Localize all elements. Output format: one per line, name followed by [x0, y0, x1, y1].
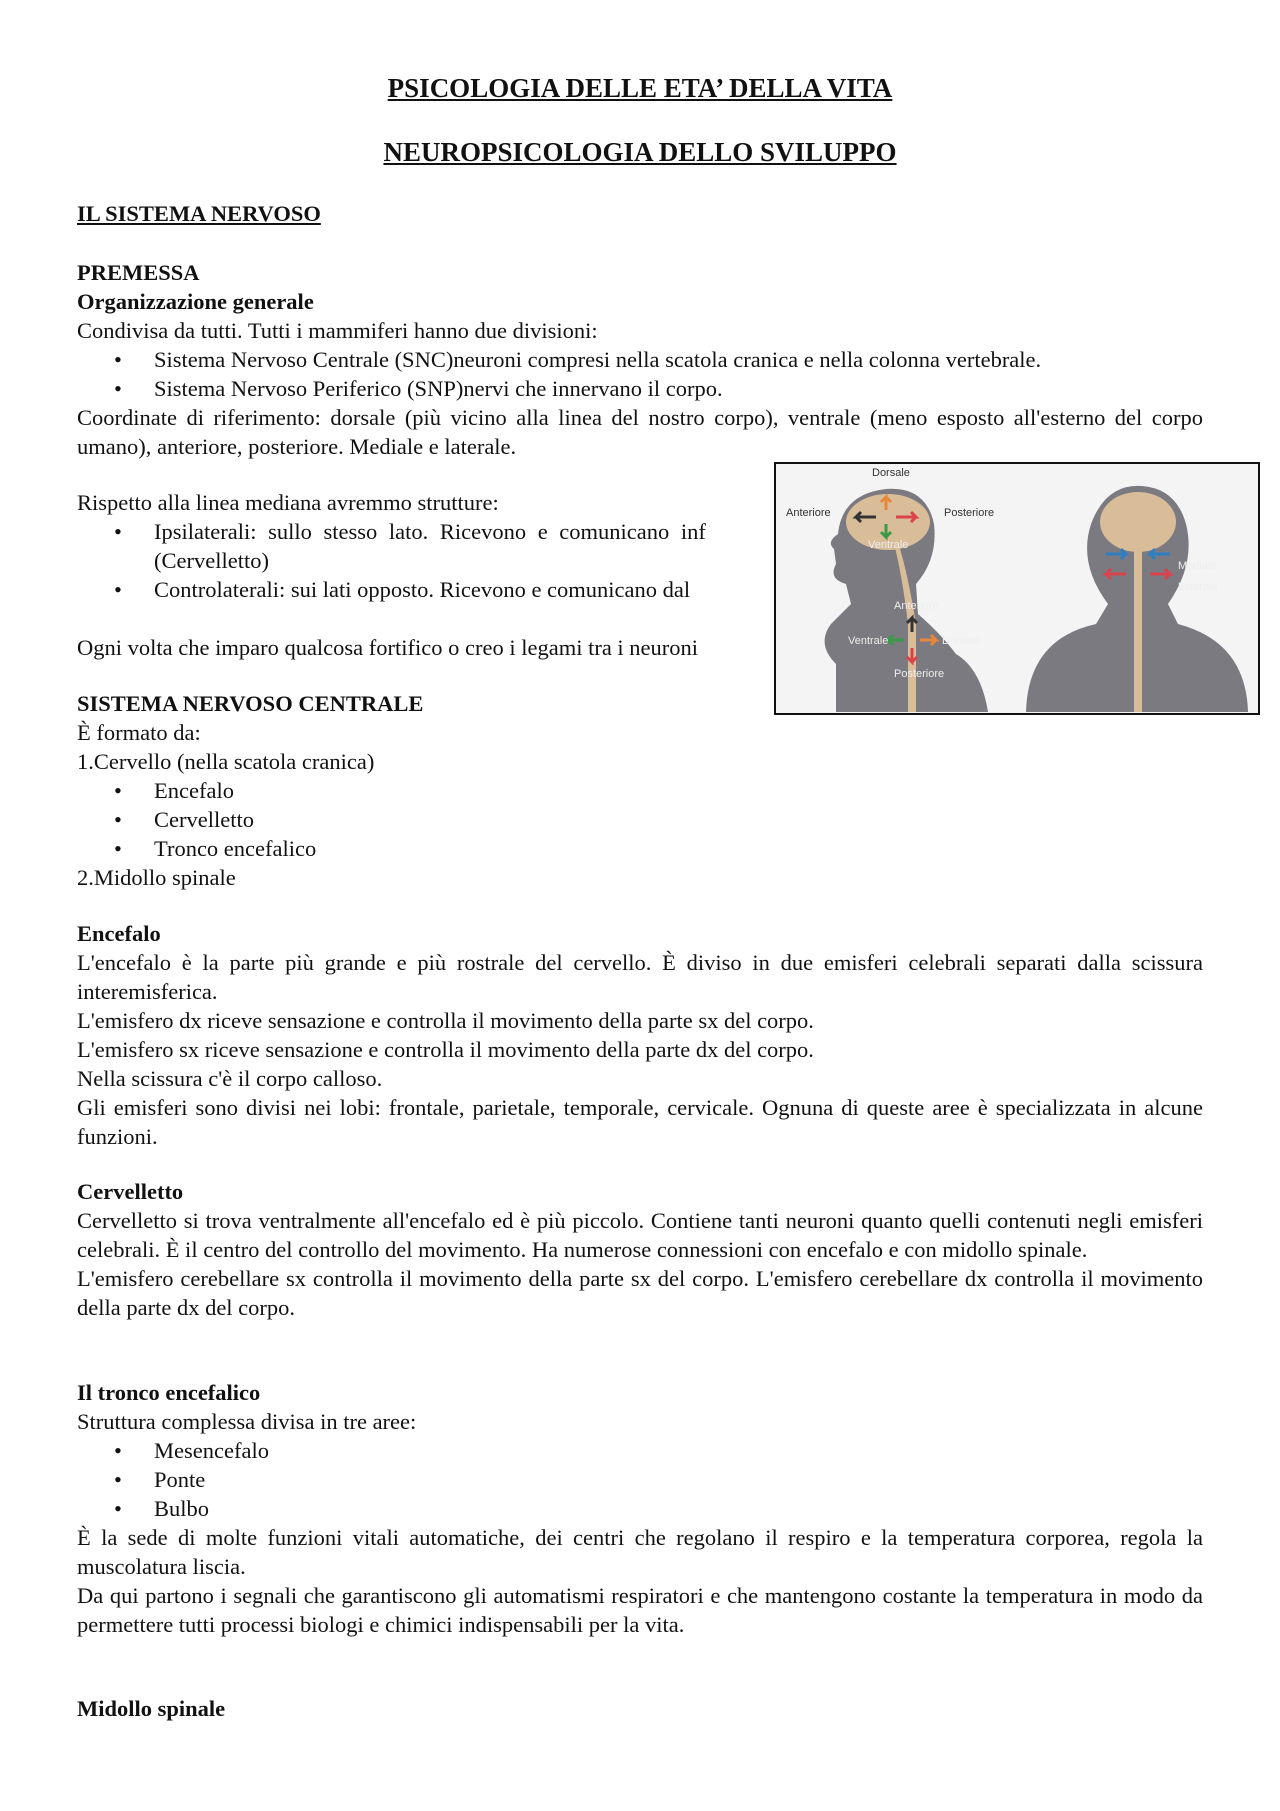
list-item: • Cervelletto: [77, 805, 1203, 834]
spinal-cord-back: [1134, 544, 1142, 712]
label-dorsale-bottom: Dorsale: [942, 635, 980, 647]
page-title: PSICOLOGIA DELLE ETA’ DELLA VITA: [387, 73, 893, 103]
brain-back-shape: [1100, 492, 1176, 552]
rispetto-text: Rispetto alla linea mediana avremmo strutture:: [77, 490, 499, 515]
encefalo-heading: Encefalo: [77, 921, 161, 946]
organizzazione-heading: Organizzazione generale: [77, 289, 314, 314]
intro-text: Condivisa da tutti. Tutti i mammiferi hanno due divisioni:: [77, 318, 598, 343]
encefalo-p5: Gli emisferi sono divisi nei lobi: frontale, parietale, temporale, cervicale. Ognuna di queste aree è specializzata in alcune funzioni.: [77, 1095, 1203, 1149]
tronco-heading: Il tronco encefalico: [77, 1380, 261, 1405]
anatomical-directions-figure: [774, 462, 1260, 715]
premessa-heading: PREMESSA: [77, 260, 200, 285]
divisions-list: [77, 345, 1203, 403]
label-posteriore-bottom: Posteriore: [894, 668, 945, 680]
ipsilaterali-cont: (Cervelletto): [154, 548, 269, 573]
label-mediale: Mediale: [1178, 560, 1217, 572]
list-item: • Tronco encefalico: [77, 834, 1203, 863]
list-item: • Sistema Nervoso Periferico (SNP)nervi che innervano il corpo.: [77, 374, 1203, 403]
encefalo-p2: L'emisfero dx riceve sensazione e controlla il movimento della parte sx del corpo.: [77, 1008, 814, 1033]
label-dorsale-top: Dorsale: [872, 467, 910, 479]
controlaterali-text: • Controlaterali: sui lati opposto. Ricevono e comunicano dal: [154, 577, 691, 602]
snc-formato: È formato da:: [77, 720, 201, 745]
snc-heading: SISTEMA NERVOSO CENTRALE: [77, 691, 424, 716]
tronco-p1: È la sede di molte funzioni vitali automatiche, dei centri che regolano il respiro e la temperatura corporea, regola la muscolatura liscia.: [77, 1525, 1203, 1579]
anatomy-illustration: [776, 464, 1257, 712]
midollo-heading: Midollo spinale: [77, 1696, 226, 1721]
list-item: • Mesencefalo: [77, 1436, 1203, 1465]
tronco-block: [77, 1378, 1203, 1639]
tronco-intro: Struttura complessa divisa in tre aree:: [77, 1409, 417, 1434]
label-ventrale-top: Ventrale: [868, 539, 909, 551]
tronco-p2: Da qui partono i segnali che garantiscono gli automatismi respiratori e che mantengono costante la temperatura in modo da permettere tutti processi biologi e chimici indispensabili per la vita.: [77, 1583, 1203, 1637]
label-anteriore-top: Anteriore: [786, 507, 831, 519]
snc-block: [77, 689, 1203, 892]
list-item: • Sistema Nervoso Centrale (SNC)neuroni compresi nella scatola cranica e nella colonna vertebrale.: [77, 345, 1203, 374]
section-heading-sistema-nervoso: IL SISTEMA NERVOSO: [77, 201, 321, 226]
label-posteriore-top: Posteriore: [944, 507, 995, 519]
snc-item-1: 1.Cervello (nella scatola cranica): [77, 749, 375, 774]
ipsilaterali-text: • Ipsilaterali: sullo stesso lato. Ricevono e comunicano inf: [154, 519, 706, 544]
encefalo-block: [77, 919, 1203, 1151]
tronco-list: [77, 1436, 1203, 1523]
snc-sublist: [77, 776, 1203, 863]
list-item: • Ponte: [77, 1465, 1203, 1494]
encefalo-p1: L'encefalo è la parte più grande e più rostrale del cervello. È diviso in due emisferi celebrali separati dalla scissura interemisferica.: [77, 950, 1203, 1004]
snc-item-2: 2.Midollo spinale: [77, 865, 236, 890]
cervelletto-p1: Cervelletto si trova ventralmente all'encefalo ed è più piccolo. Contiene tanti neuroni quanto quelli contenuti negli emisferi celebrali. È il centro del controllo del movimento. Ha numerose connessioni con encefalo e con midollo spinale.: [77, 1208, 1203, 1262]
label-anteriore-bottom: Anteriore: [894, 600, 939, 612]
cervelletto-heading: Cervelletto: [77, 1179, 184, 1204]
ogni-volta-text: Ogni volta che imparo qualcosa fortifico o creo i legami tra i neuroni: [77, 635, 699, 660]
label-laterale: Laterale: [1178, 581, 1218, 593]
coordinate-paragraph: Coordinate di riferimento: dorsale (più vicino alla linea del nostro corpo), ventrale (meno esposto all'esterno del corpo umano), anteriore, posteriore. Mediale e laterale.: [77, 405, 1203, 459]
list-item: • Bulbo: [77, 1494, 1203, 1523]
cervelletto-p2: L'emisfero cerebellare sx controlla il movimento della parte sx del corpo. L'emisfero cerebellare dx controlla il movimento della parte dx del corpo.: [77, 1266, 1203, 1320]
premessa-block: [77, 258, 1203, 461]
page-subtitle: NEUROPSICOLOGIA DELLO SVILUPPO: [383, 137, 897, 167]
cervelletto-block: [77, 1177, 1203, 1322]
list-item: • Encefalo: [77, 776, 1203, 805]
label-ventrale-bottom: Ventrale: [848, 635, 889, 647]
encefalo-p4: Nella scissura c'è il corpo calloso.: [77, 1066, 383, 1091]
encefalo-p3: L'emisfero sx riceve sensazione e controlla il movimento della parte dx del corpo.: [77, 1037, 814, 1062]
